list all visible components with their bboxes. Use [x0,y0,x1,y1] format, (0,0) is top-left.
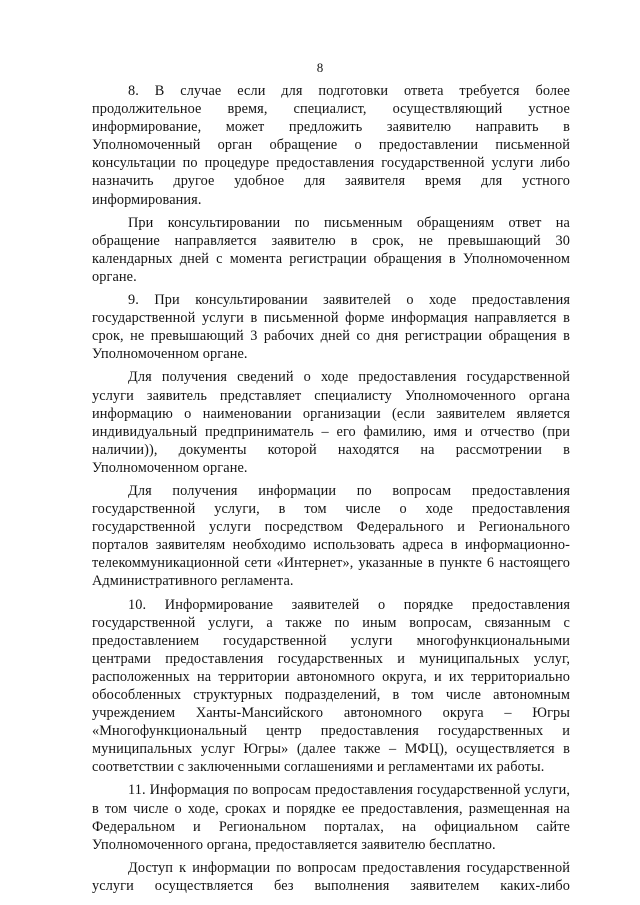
page-number: 8 [316,60,324,75]
paragraph-10-mfc-informing: 10. Информирование заявителей о порядке предоставления государственной услуги, а также по иным вопросам, связанным с предоставлением государственной услуги многофункциональными центрами предоставления государственных и муниципальных услуг, расположенных на территории автономного округа, и их территориально обособленных структурных подразделений, в том числе автономным учреждением Ханты-Мансийского автономного округа – Югры «Многофункциональный центр предоставления государственных и муниципальных услуг Югры» (далее также – МФЦ), осуществляется в соответствии с заключенными соглашениями и регламентами их работы. [92,596,570,776]
paragraph-8-written-consultation: 8. В случае если для подготовки ответа требуется более продолжительное время, специалист, осуществляющий устное информирование, может предложить заявителю направить в Уполномоченный орган обращение о предоставлении письменной консультации по процедуре предоставления государственной услуги либо назначить другое удобное для заявителя время для устного информирования. [92,83,570,208]
paragraph-9-status-in-writing: 9. При консультировании заявителей о ходе предоставления государственной услуги в письменной форме информация направляется в срок, не превышающий 3 рабочих дней со дня регистрации обращения в Уполномоченном органе. [92,292,570,363]
paragraph-status-information-request: Для получения сведений о ходе предоставления государственной услуги заявитель представляет специалисту Уполномоченного органа информацию о наименовании организации (если заявителем является индивидуальный предприниматель – его фамилию, имя и отчество (при наличии)), документы которой находятся на рассмотрении в Уполномоченном органе. [92,369,570,476]
paragraph-written-answer-deadline: При консультировании по письменным обращениям ответ на обращение направляется заявителю в срок, не превышающий 30 календарных дней с момента регистрации обращения в Уполномоченном органе. [92,214,570,285]
paragraph-11-free-information: 11. Информация по вопросам предоставления государственной услуги, в том числе о ходе, сроках и порядке ее предоставления, размещенная на Федеральном и Региональном порталах, на официальном сайте Уполномоченного органа, предоставляется заявителю бесплатно. [92,782,570,853]
paragraph-access-to-information: Доступ к информации по вопросам предоставления государственной услуги осуществляется без выполнения заявителем каких-либо [92,859,570,894]
paragraph-portal-information: Для получения информации по вопросам предоставления государственной услуги, в том числе о ходе предоставления государственной услуги посредством Федерального и Регионального порталов заявителям необходимо использовать адреса в информационно-телекоммуникационной сети «Интернет», указанные в пункте 6 настоящего Административного регламента. [92,482,570,590]
document-body [92,82,570,900]
